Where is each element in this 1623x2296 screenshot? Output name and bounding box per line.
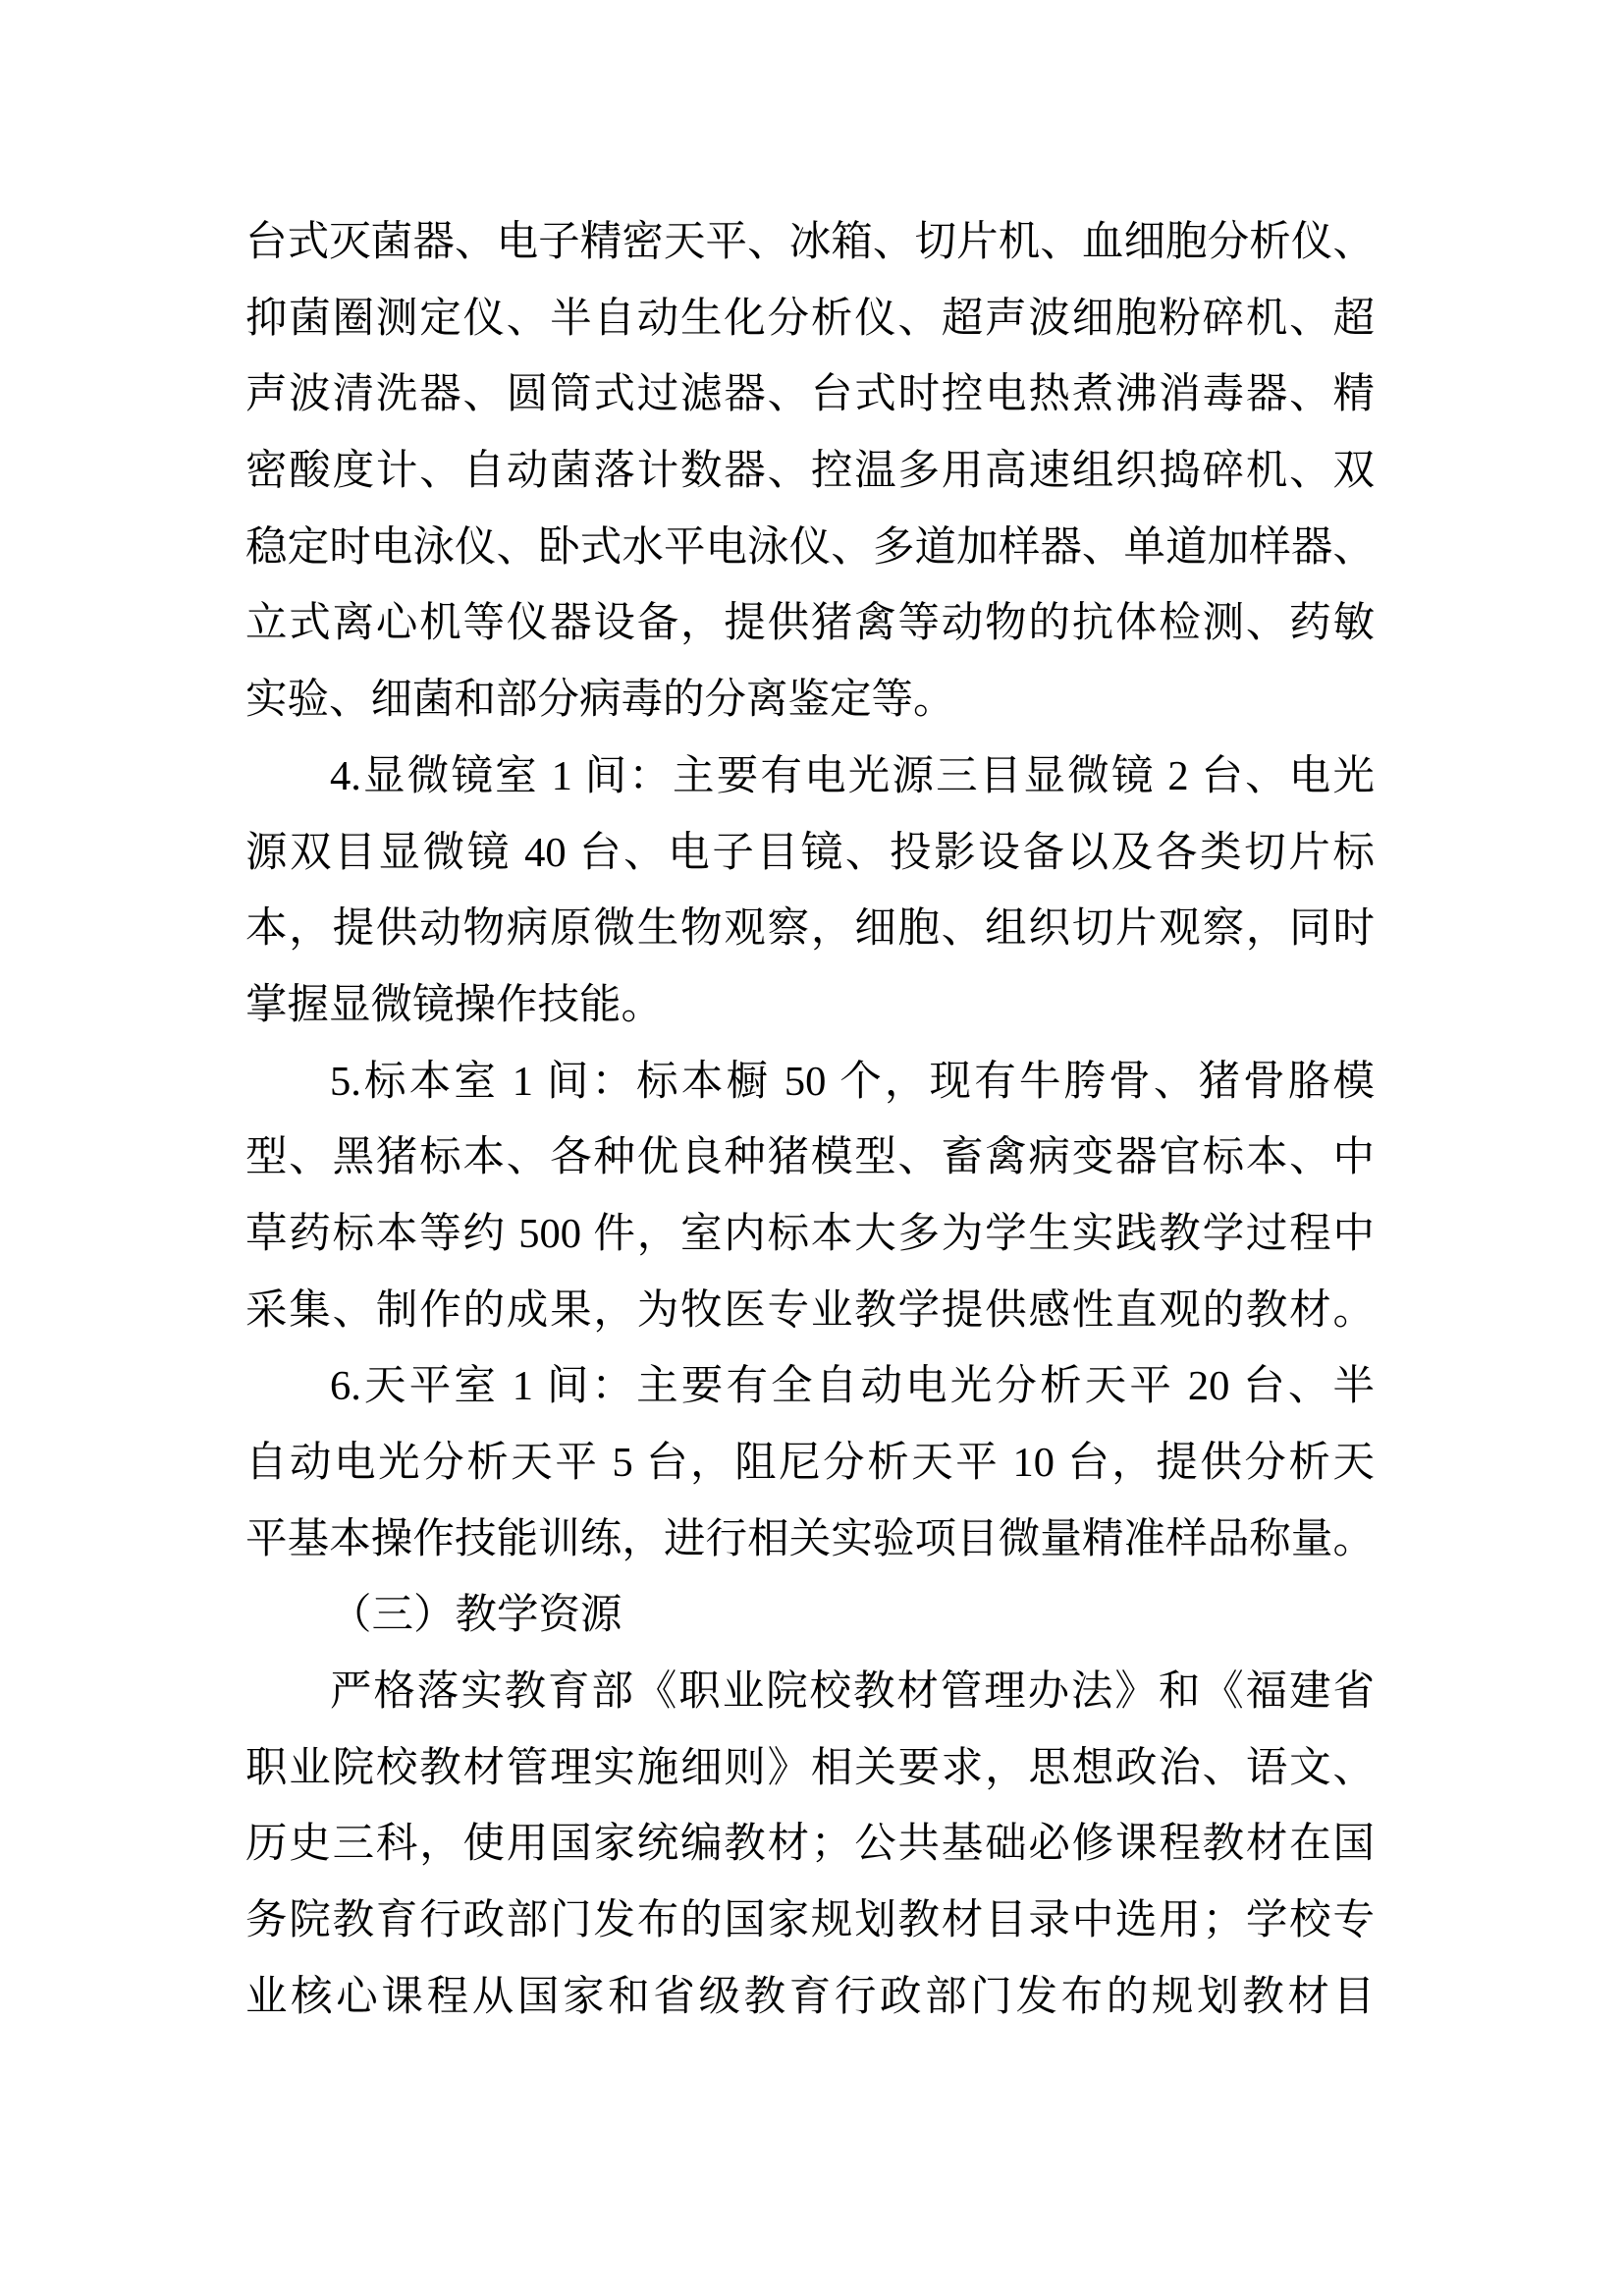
text-line: 4.显微镜室 1 间：主要有电光源三目显微镜 2 台、电光 — [330, 752, 1375, 799]
text-line: 6.天平室 1 间：主要有全自动电光分析天平 20 台、半 — [330, 1363, 1375, 1410]
text-line: 采集、制作的成果，为牧医专业教学提供感性直观的教材。 — [245, 1286, 1375, 1334]
text-line: 立式离心机等仪器设备，提供猪禽等动物的抗体检测、药敏 — [245, 600, 1375, 647]
text-line: 自动电光分析天平 5 台，阻尼分析天平 10 台，提供分析天 — [245, 1440, 1375, 1486]
text-line: 草药标本等约 500 件，室内标本大多为学生实践教学过程中 — [245, 1210, 1375, 1257]
text-line: 5.标本室 1 间：标本橱 50 个，现有牛胯骨、猪骨胳模 — [330, 1058, 1375, 1105]
text-line: 台式灭菌器、电子精密天平、冰箱、切片机、血细胞分析仪、 — [245, 219, 1375, 265]
text-line: 业核心课程从国家和省级教育行政部门发布的规划教材目 — [245, 1973, 1375, 2020]
text-block — [245, 204, 1375, 2036]
text-line: 历史三科，使用国家统编教材；公共基础必修课程教材在国 — [245, 1821, 1375, 1868]
text-line: 源双目显微镜 40 台、电子目镜、投影设备以及各类切片标 — [245, 829, 1375, 876]
text-line: 平基本操作技能训练，进行相关实验项目微量精准样品称量。 — [245, 1515, 1375, 1562]
text-line: （三）教学资源 — [330, 1592, 622, 1639]
text-line: 务院教育行政部门发布的国家规划教材目录中选用；学校专 — [245, 1897, 1375, 1944]
text-line: 本，提供动物病原微生物观察，细胞、组织切片观察，同时 — [245, 905, 1375, 953]
text-line: 掌握显微镜操作技能。 — [245, 981, 664, 1028]
text-line: 型、黑猪标本、各种优良种猪模型、畜禽病变器官标本、中 — [245, 1134, 1375, 1181]
text-line: 稳定时电泳仪、卧式水平电泳仪、多道加样器、单道加样器、 — [245, 523, 1375, 571]
text-line: 密酸度计、自动菌落计数器、控温多用高速组织捣碎机、双 — [245, 448, 1375, 495]
text-line: 抑菌圈测定仪、半自动生化分析仪、超声波细胞粉碎机、超 — [245, 295, 1375, 342]
text-line: 严格落实教育部《职业院校教材管理办法》和《福建省 — [330, 1668, 1375, 1716]
text-line: 职业院校教材管理实施细则》相关要求，思想政治、语文、 — [245, 1744, 1375, 1791]
text-line: 声波清洗器、圆筒式过滤器、台式时控电热煮沸消毒器、精 — [245, 371, 1375, 418]
text-line: 实验、细菌和部分病毒的分离鉴定等。 — [245, 677, 955, 724]
